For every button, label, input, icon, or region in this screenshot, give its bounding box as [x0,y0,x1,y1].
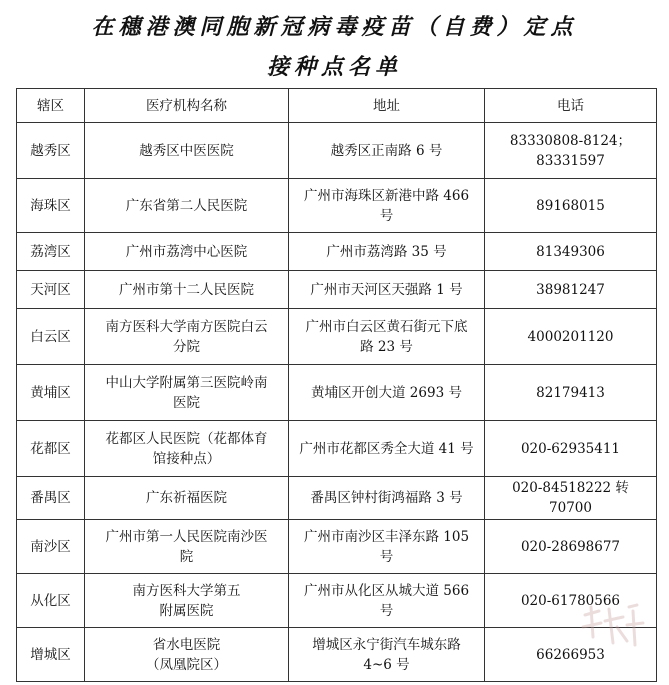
table-row [17,271,657,309]
cell-address: 增城区永宁街汽车城东路 4~6 号 [289,628,485,682]
table-body [17,123,657,682]
cell-institution: 广州市荔湾中心医院 [85,233,289,271]
cell-institution: 广东省第二人民医院 [85,179,289,233]
cell-institution: 中山大学附属第三医院岭南 医院 [85,365,289,421]
table-row [17,233,657,271]
table-row [17,123,657,179]
document-title-line1: 在穗港澳同胞新冠病毒疫苗（自费）定点 [91,14,578,40]
cell-institution: 省水电医院 （凤凰院区） [85,628,289,682]
cell-institution: 越秀区中医医院 [85,123,289,179]
cell-phone: 83330808-8124； 83331597 [485,123,657,179]
cell-institution: 花都区人民医院（花都体育 馆接种点） [85,421,289,477]
cell-district: 海珠区 [17,179,85,233]
table-row [17,628,657,682]
header-phone: 电话 [485,89,657,123]
table-row [17,365,657,421]
cell-address: 黄埔区开创大道 2693 号 [289,365,485,421]
cell-address: 越秀区正南路 6 号 [289,123,485,179]
table-row [17,421,657,477]
cell-phone: 89168015 [485,179,657,233]
cell-institution: 广州市第十二人民医院 [85,271,289,309]
cell-district: 从化区 [17,574,85,628]
cell-district: 黄埔区 [17,365,85,421]
cell-district: 荔湾区 [17,233,85,271]
cell-address: 广州市海珠区新港中路 466 号 [289,179,485,233]
cell-phone: 82179413 [485,365,657,421]
header-institution: 医疗机构名称 [85,89,289,123]
table-row [17,477,657,520]
cell-district: 天河区 [17,271,85,309]
cell-district: 越秀区 [17,123,85,179]
cell-district: 番禺区 [17,477,85,520]
cell-phone: 4000201120 [485,309,657,365]
cell-district: 花都区 [17,421,85,477]
cell-address: 广州市从化区从城大道 566 号 [289,574,485,628]
cell-district: 南沙区 [17,520,85,574]
header-district: 辖区 [17,89,85,123]
cell-institution: 广东祈福医院 [85,477,289,520]
cell-district: 增城区 [17,628,85,682]
cell-phone: 020-28698677 [485,520,657,574]
table-row [17,574,657,628]
cell-address: 番禺区钟村街鸿福路 3 号 [289,477,485,520]
cell-phone: 020-84518222 转 70700 [485,477,657,520]
cell-address: 广州市白云区黄石街元下底 路 23 号 [289,309,485,365]
vaccination-site-table [16,88,657,682]
table-header-row [17,89,657,123]
cell-phone: 81349306 [485,233,657,271]
cell-address: 广州市天河区天强路 1 号 [289,271,485,309]
cell-institution: 南方医科大学南方医院白云 分院 [85,309,289,365]
cell-institution: 广州市第一人民医院南沙医 院 [85,520,289,574]
cell-address: 广州市花都区秀全大道 41 号 [289,421,485,477]
document-title-line2: 接种点名单 [266,54,402,80]
cell-phone: 66266953 [485,628,657,682]
cell-phone: 020-61780566 [485,574,657,628]
header-address: 地址 [289,89,485,123]
cell-district: 白云区 [17,309,85,365]
table-row [17,179,657,233]
table-row [17,520,657,574]
cell-address: 广州市荔湾路 35 号 [289,233,485,271]
cell-institution: 南方医科大学第五 附属医院 [85,574,289,628]
cell-phone: 020-62935411 [485,421,657,477]
table-row [17,309,657,365]
cell-phone: 38981247 [485,271,657,309]
cell-address: 广州市南沙区丰泽东路 105 号 [289,520,485,574]
